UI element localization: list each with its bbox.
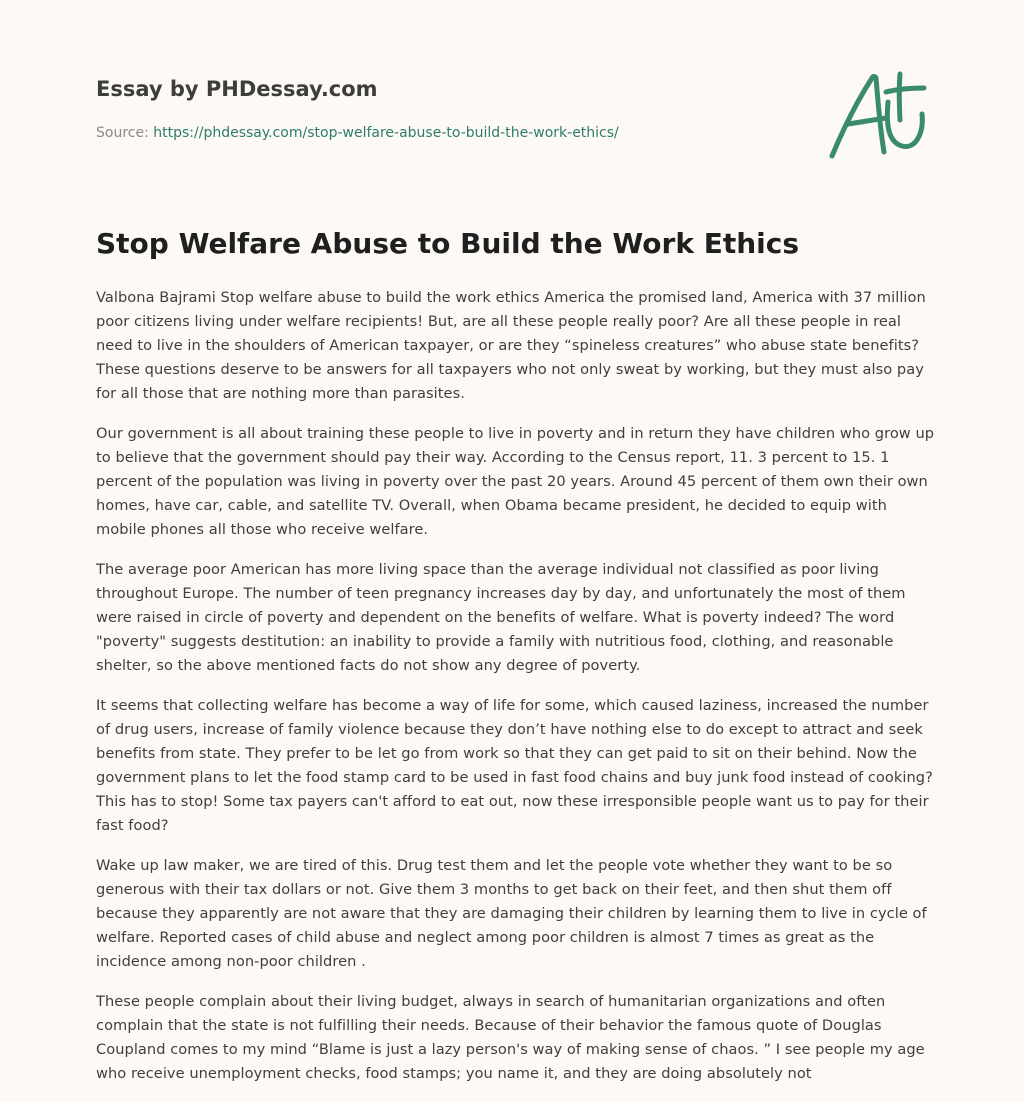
- essay-paragraph: Our government is all about training these people to live in poverty and in return they have children who grow up to believe that the government should pay their way. According to the Census report, 11. 3 percent to 15. 1 percent of the population was living in poverty over the past 20 years. Around 45 percent of them own their own homes, have car, cable, and satellite TV. Overall, when Obama became president, he decided to equip with mobile phones all those who receive welfare.: [96, 425, 935, 538]
- a-plus-logo-icon: [824, 68, 928, 164]
- essay-title: Stop Welfare Abuse to Build the Work Ethics: [96, 227, 800, 260]
- essay-paragraph: It seems that collecting welfare has become a way of life for some, which caused laziness, increased the number of drug users, increase of family violence because they don’t have nothing else to do except to attract and seek benefits from state. They prefer to be let go from work so that they can get paid to sit on their behind. Now the government plans to let the food stamp card to be used in fast food chains and buy junk food instead of cooking? This has to stop! Some tax payers can't afford to eat out, now these irresponsible people want us to pay for their fast food?: [96, 697, 933, 834]
- essay-body: [96, 286, 938, 1102]
- site-brand: Essay by PHDessay.com: [96, 77, 378, 101]
- essay-paragraph: Valbona Bajrami Stop welfare abuse to build the work ethics America the promised land, America with 37 million poor citizens living under welfare recipients! But, are all these people really poor? Are all these people in real need to live in the shoulders of American taxpayer, or are they “spineless creatures” who abuse state benefits? These questions deserve to be answers for all taxpayers who not only sweat by working, but they must also pay for all those that are nothing more than parasites.: [96, 289, 926, 402]
- source-label: Source:: [96, 125, 154, 141]
- site-header: [96, 74, 928, 174]
- source-link[interactable]: https://phdessay.com/stop-welfare-abuse-to-build-the-work-ethics/: [153, 125, 619, 141]
- essay-paragraph: Wake up law maker, we are tired of this. Drug test them and let the people vote whether they want to be so generous with their tax dollars or not. Give them 3 months to get back on their feet, and then shut them off because they apparently are not aware that they are damaging their children by learning them to live in cycle of welfare. Reported cases of child abuse and neglect among poor children is almost 7 times as great as the incidence among non-poor children .: [96, 857, 927, 970]
- essay-paragraph: These people complain about their living budget, always in search of humanitarian organizations and often complain that the state is not fulfilling their needs. Because of their behavior the famous quote of Douglas Coupland comes to my mind “Blame is just a lazy person's way of making sense of chaos. ” I see people my age who receive unemployment checks, food stamps; you name it, and they are doing absolutely not: [96, 993, 925, 1082]
- essay-paragraph: The average poor American has more living space than the average individual not classified as poor living throughout Europe. The number of teen pregnancy increases day by day, and unfortunately the most of them were raised in circle of poverty and dependent on the benefits of welfare. What is poverty indeed? The word "poverty" suggests destitution: an inability to provide a family with nutritious food, clothing, and reasonable shelter, so the above mentioned facts do not show any degree of poverty.: [96, 561, 906, 674]
- source-line: [96, 124, 619, 142]
